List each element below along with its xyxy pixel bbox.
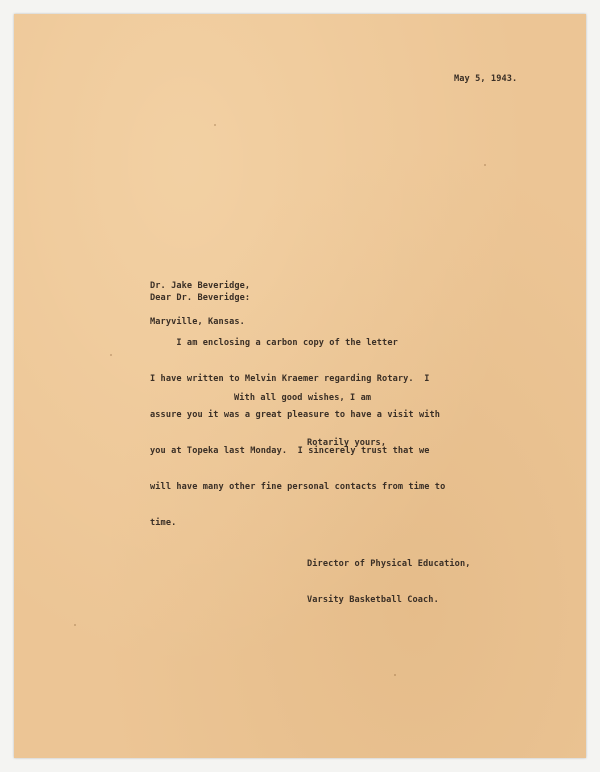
signature-title: Varsity Basketball Coach. (307, 595, 439, 605)
signature-title: Director of Physical Education, (307, 559, 471, 569)
paper-speck (74, 624, 76, 626)
paper-speck (110, 354, 112, 356)
salutation: Dear Dr. Beveridge: (150, 293, 251, 303)
letter-date: May 5, 1943. (454, 74, 518, 84)
letter-page (14, 14, 586, 758)
signature-block (307, 534, 471, 630)
letter-body (150, 313, 445, 553)
closing-wish: With all good wishes, I am (234, 393, 372, 403)
body-line: assure you it was a great pleasure to have a visit with (150, 410, 441, 420)
body-line: will have many other fine personal contacts from time to (150, 482, 446, 492)
paper-speck (394, 674, 396, 676)
paper-speck (214, 124, 216, 126)
recipient-location: Maryville, Kansas. (150, 317, 245, 327)
body-line: I have written to Melvin Kraemer regarding Rotary. I (150, 374, 430, 384)
body-line: time. (150, 518, 177, 528)
body-line: I am enclosing a carbon copy of the letter (150, 338, 398, 348)
body-line: you at Topeka last Monday. I sincerely trust that we (150, 446, 430, 456)
paper-speck (484, 164, 486, 166)
signoff: Rotarily yours, (307, 438, 387, 448)
recipient-name: Dr. Jake Beveridge, (150, 281, 251, 291)
